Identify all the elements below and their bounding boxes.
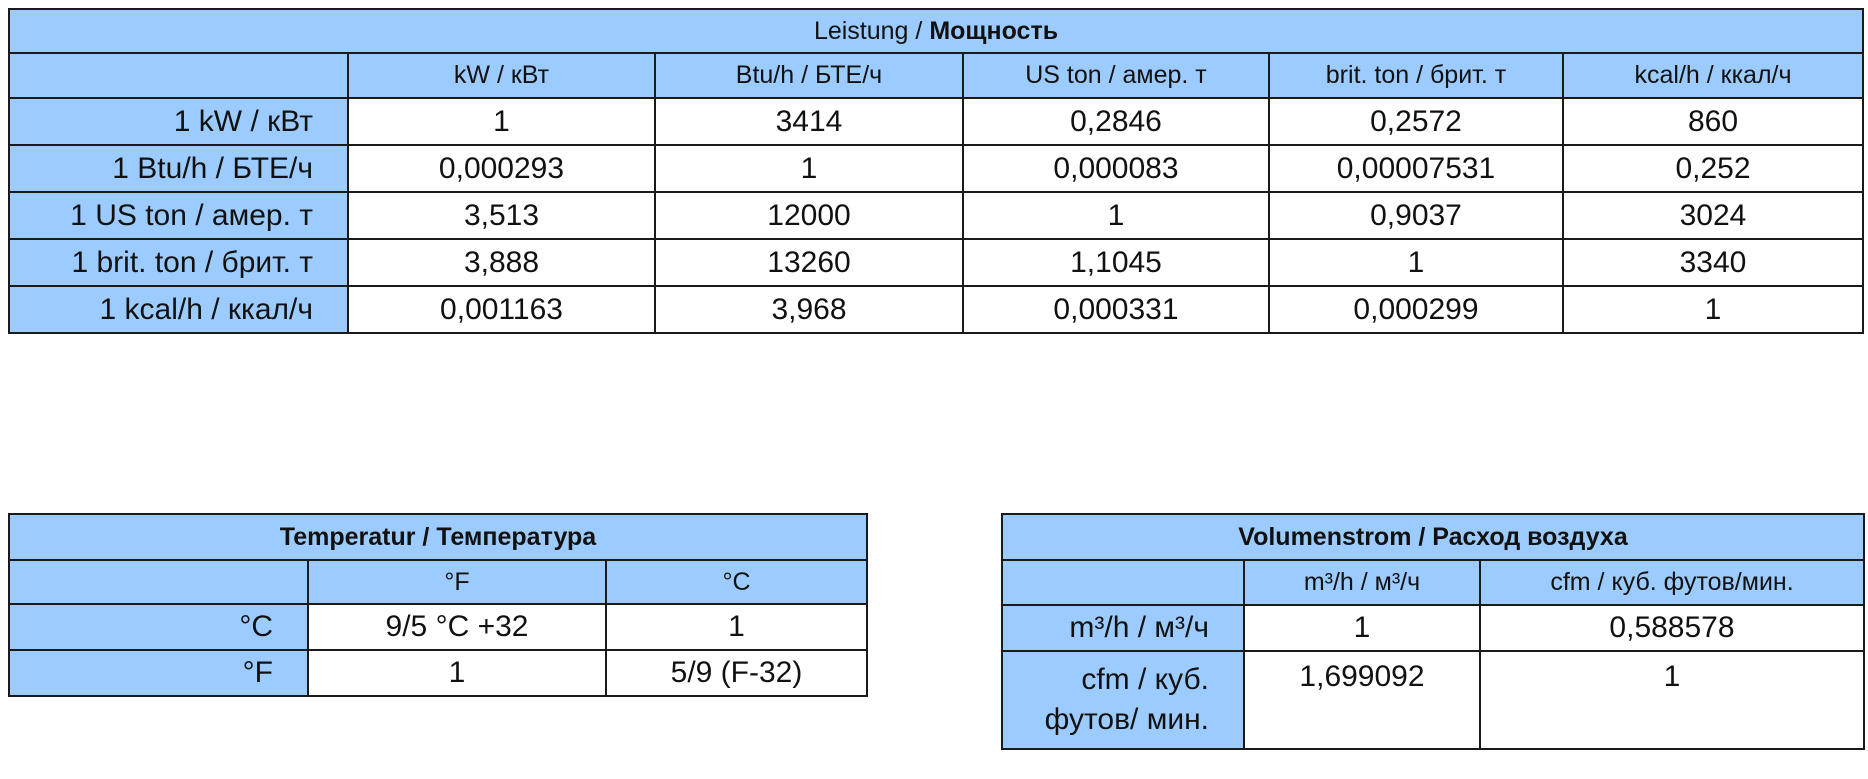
airflow-col-header: cfm / куб. футов/мин. xyxy=(1480,560,1864,605)
airflow-row-header xyxy=(1002,651,1244,749)
airflow-cell: 1 xyxy=(1480,651,1864,749)
power-row-header: 1 kW / кВт xyxy=(9,98,348,145)
power-cell: 0,000299 xyxy=(1269,286,1563,333)
temperature-row-header: °F xyxy=(9,650,308,696)
airflow-row-header: m³/h / м³/ч xyxy=(1002,605,1244,651)
airflow-conversion-table xyxy=(1001,513,1865,750)
power-cell: 3,968 xyxy=(655,286,963,333)
temperature-conversion-table xyxy=(8,513,868,697)
power-conversion-table xyxy=(8,8,1864,334)
airflow-cell: 1,699092 xyxy=(1244,651,1480,749)
table-row xyxy=(9,98,1863,145)
table-row xyxy=(9,145,1863,192)
power-row-header: 1 kcal/h / ккал/ч xyxy=(9,286,348,333)
power-cell: 1 xyxy=(655,145,963,192)
power-cell: 0,252 xyxy=(1563,145,1863,192)
power-cell: 0,000293 xyxy=(348,145,655,192)
temperature-cell: 1 xyxy=(606,604,867,650)
power-cell: 0,2572 xyxy=(1269,98,1563,145)
temperature-cell: 5/9 (F-32) xyxy=(606,650,867,696)
power-col-header: Btu/h / БТЕ/ч xyxy=(655,53,963,98)
airflow-cell: 0,588578 xyxy=(1480,605,1864,651)
temperature-col-header: °C xyxy=(606,560,867,604)
power-cell: 0,9037 xyxy=(1269,192,1563,239)
power-cell: 3,888 xyxy=(348,239,655,286)
power-title-ru: Мощность xyxy=(929,16,1059,45)
temperature-row-header: °C xyxy=(9,604,308,650)
table-row xyxy=(1002,605,1864,651)
table-row xyxy=(9,604,867,650)
power-cell: 0,00007531 xyxy=(1269,145,1563,192)
power-col-header: kW / кВт xyxy=(348,53,655,98)
airflow-row-header-line: футов/ мин. xyxy=(1044,703,1209,736)
power-col-header: US ton / амер. т xyxy=(963,53,1269,98)
power-table-title xyxy=(9,9,1863,53)
power-cell: 3414 xyxy=(655,98,963,145)
table-row xyxy=(9,239,1863,286)
power-row-header: 1 US ton / амер. т xyxy=(9,192,348,239)
power-cell: 860 xyxy=(1563,98,1863,145)
airflow-table-title: Volumenstrom / Расход воздуха xyxy=(1002,514,1864,560)
power-title-de: Leistung / xyxy=(813,16,923,45)
power-row-header: 1 brit. ton / брит. т xyxy=(9,239,348,286)
airflow-col-header: m³/h / м³/ч xyxy=(1244,560,1480,605)
power-cell: 0,000083 xyxy=(963,145,1269,192)
temperature-cell: 1 xyxy=(308,650,606,696)
power-cell: 13260 xyxy=(655,239,963,286)
power-cell: 3,513 xyxy=(348,192,655,239)
power-cell: 3340 xyxy=(1563,239,1863,286)
table-row xyxy=(9,286,1863,333)
table-row xyxy=(1002,651,1864,749)
power-row-header: 1 Btu/h / БТЕ/ч xyxy=(9,145,348,192)
power-cell: 0,000331 xyxy=(963,286,1269,333)
temperature-col-header: °F xyxy=(308,560,606,604)
power-col-header: brit. ton / брит. т xyxy=(1269,53,1563,98)
power-col-header: kcal/h / ккал/ч xyxy=(1563,53,1863,98)
table-row xyxy=(9,650,867,696)
airflow-corner-cell xyxy=(1002,560,1244,605)
airflow-row-header-line: cfm / куб. xyxy=(1081,663,1209,696)
power-cell: 1 xyxy=(1563,286,1863,333)
temperature-table-title: Temperatur / Температура xyxy=(9,514,867,560)
power-cell: 0,001163 xyxy=(348,286,655,333)
power-cell: 12000 xyxy=(655,192,963,239)
power-cell: 1 xyxy=(348,98,655,145)
temperature-cell: 9/5 °C +32 xyxy=(308,604,606,650)
power-cell: 0,2846 xyxy=(963,98,1269,145)
power-cell: 3024 xyxy=(1563,192,1863,239)
temperature-corner-cell xyxy=(9,560,308,604)
power-cell: 1,1045 xyxy=(963,239,1269,286)
power-cell: 1 xyxy=(1269,239,1563,286)
table-row xyxy=(9,192,1863,239)
airflow-cell: 1 xyxy=(1244,605,1480,651)
power-corner-cell xyxy=(9,53,348,98)
power-cell: 1 xyxy=(963,192,1269,239)
